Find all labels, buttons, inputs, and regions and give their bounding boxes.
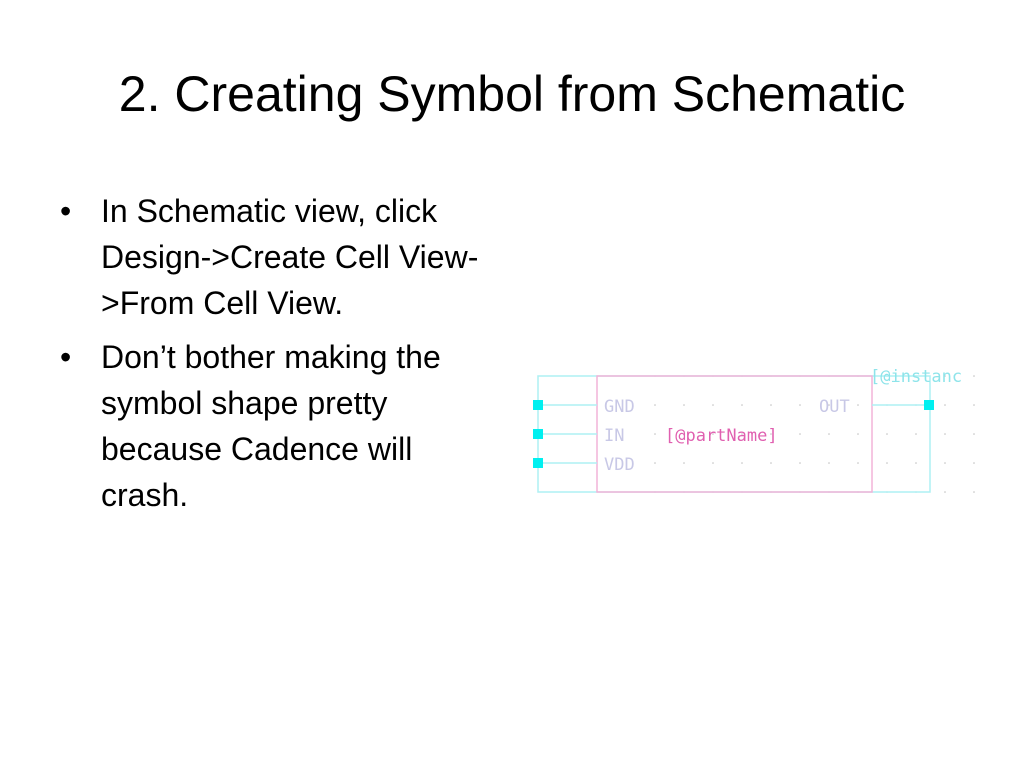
grid-dot [973, 404, 975, 406]
grid-dot [770, 404, 772, 406]
bullet-item [60, 188, 500, 326]
bullet-list [60, 188, 500, 526]
grid-dot [973, 433, 975, 435]
bullet-marker: • [60, 193, 72, 229]
grid-dot [944, 462, 946, 464]
grid-dot [799, 433, 801, 435]
grid-dot [799, 462, 801, 464]
grid-dot [654, 404, 656, 406]
grid-dot [828, 433, 830, 435]
grid-dot [799, 404, 801, 406]
grid-dot [654, 433, 656, 435]
pin-label-in: IN [604, 426, 625, 446]
grid-dot [683, 404, 685, 406]
grid-dot [712, 462, 714, 464]
grid-dot [944, 404, 946, 406]
grid-dot [944, 433, 946, 435]
grid-dot [741, 404, 743, 406]
bullet-text: Don’t bother making the symbol shape pretty because Cadence will crash. [101, 339, 441, 513]
pin-square-out[interactable] [924, 400, 934, 410]
grid-dot [973, 375, 975, 377]
bullet-marker: • [60, 339, 72, 375]
schematic-symbol [520, 360, 980, 500]
symbol-canvas [520, 360, 980, 500]
grid-dot [857, 462, 859, 464]
grid-dot [857, 433, 859, 435]
pin-square-vdd[interactable] [533, 458, 543, 468]
grid-dot [712, 404, 714, 406]
grid-dot [915, 462, 917, 464]
grid-dot [770, 462, 772, 464]
pin-label-out: OUT [819, 397, 850, 417]
grid-dot [886, 462, 888, 464]
grid-dot [915, 433, 917, 435]
pin-label-gnd: GND [604, 397, 635, 417]
pin-label-vdd: VDD [604, 455, 635, 475]
pin-square-gnd[interactable] [533, 400, 543, 410]
grid-dot [828, 462, 830, 464]
grid-dot [654, 462, 656, 464]
part-name-label: [@partName] [665, 426, 778, 446]
grid-dot [741, 462, 743, 464]
grid-dot [973, 462, 975, 464]
grid-dot [886, 433, 888, 435]
grid-dot [944, 491, 946, 493]
instance-name-label: [@instanc [870, 367, 963, 387]
bullet-text: In Schematic view, click Design->Create Cell View->From Cell View. [101, 193, 479, 321]
grid-dot [683, 462, 685, 464]
bullet-item [60, 334, 500, 518]
grid-dot [857, 404, 859, 406]
grid-dot [973, 491, 975, 493]
slide-title: 2. Creating Symbol from Schematic [118, 66, 906, 122]
pin-square-in[interactable] [533, 429, 543, 439]
